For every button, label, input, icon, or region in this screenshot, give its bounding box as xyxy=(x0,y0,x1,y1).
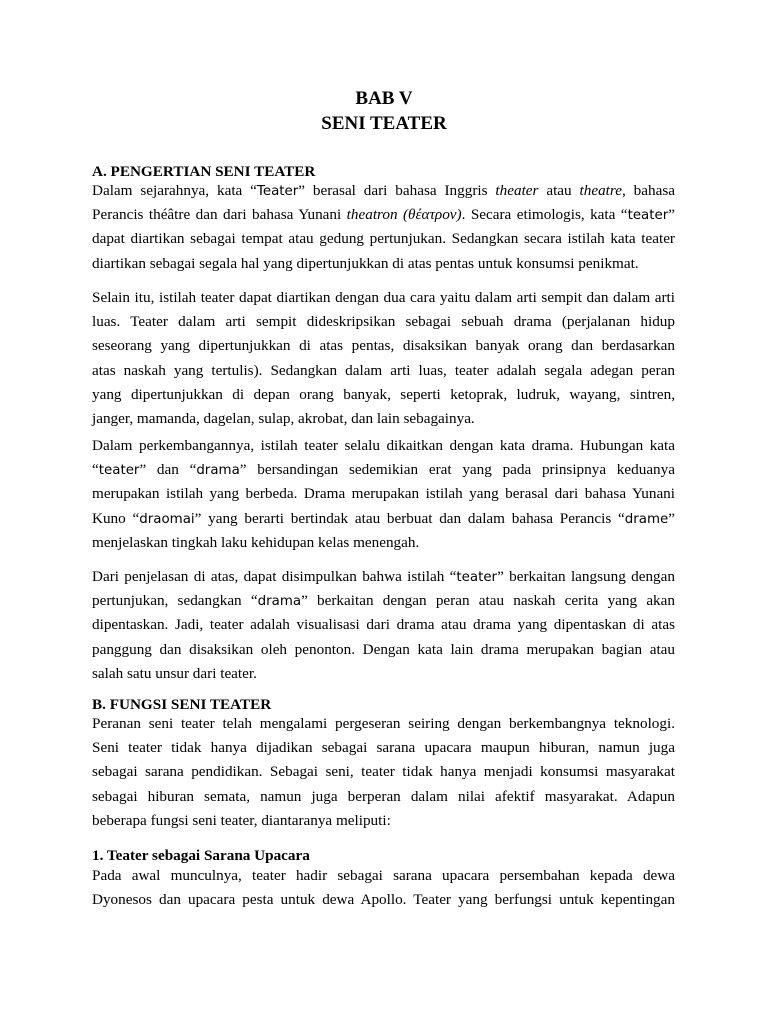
text-line: Dyonesos dan upacara pesta untuk dewa Apollo. Teater yang berfungsi untuk kepentingan xyxy=(92,891,675,909)
subsection-1-heading: 1. Teater sebagai Sarana Upacara xyxy=(92,847,310,864)
chapter-title: SENI TEATER xyxy=(321,113,447,134)
text-line: janger, mamanda, dagelan, sulap, akrobat, dan lain sebagainya. xyxy=(92,409,475,427)
subsection-1-paragraph-1 xyxy=(92,864,675,912)
text-line: atas naskah yang tertulis). Sedangkan dalam arti luas, teater adalah segala adegan peran xyxy=(92,361,675,379)
text-line: Pada awal munculnya, teater hadir sebagai sarana upacara persembahan kepada dewa xyxy=(92,867,675,884)
chapter-number: BAB V xyxy=(355,88,413,109)
text-line: merupakan istilah yang berbeda. Drama merupakan istilah yang berasal dari bahasa Yunani xyxy=(92,485,675,503)
text-line: Selain itu, istilah teater dapat diartikan dengan dua cara yaitu dalam arti sempit dan dalam arti xyxy=(92,289,675,306)
text-line: “teater” dan “drama” bersandingan sedemikian erat yang pada prinsipnya keduanya xyxy=(92,461,675,479)
section-a-paragraph-4 xyxy=(92,565,675,686)
text-line: menjelaskan tingkah laku kehidupan kelas menengah. xyxy=(92,533,420,551)
text-line: dapat diartikan sebagai tempat atau gedung pertunjukan. Sedangkan secara istilah kata teater xyxy=(92,230,675,248)
text-line: Dalam sejarahnya, kata “Teater” berasal dari bahasa Inggris theater atau theatre, bahasa xyxy=(92,182,676,199)
section-a-paragraph-3 xyxy=(92,434,675,555)
text-line: Perancis théâtre dan dari bahasa Yunani theatron (θέατρον). Secara etimologis, kata “teater” xyxy=(92,206,676,224)
text-line: Kuno “draomai” yang berarti bertindak atau berbuat dan dalam bahasa Perancis “drame” xyxy=(92,509,675,527)
text-line: beberapa fungsi seni teater, diantaranya meliputi: xyxy=(92,811,391,829)
text-line: Dari penjelasan di atas, dapat disimpulkan bahwa istilah “teater” berkaitan langsung dengan xyxy=(92,568,675,585)
text-line: luas. Teater dalam arti sempit dideskripsikan sebagai sebuah drama (perjalanan hidup xyxy=(92,313,675,331)
text-line: yang dipertunjukkan di depan orang banyak, seperti ketoprak, ludruk, wayang, sintren, xyxy=(92,385,675,403)
section-a-paragraph-2 xyxy=(92,286,675,431)
text-line: seseorang yang dipertunjukkan di atas pentas, disaksikan banyak orang dan berdasarkan xyxy=(92,337,675,355)
text-line: sebagai sarana pendidikan. Sebagai seni, teater tidak hanya menjadi konsumsi masyarakat xyxy=(92,763,675,781)
text-line: Seni teater tidak hanya dijadikan sebagai sarana upacara maupun hiburan, namun juga xyxy=(92,739,675,757)
section-b-paragraph-1 xyxy=(92,712,675,833)
text-line: pertunjukan, sedangkan “drama” berkaitan dengan peran atau naskah cerita yang akan xyxy=(92,592,675,610)
section-a-heading: A. PENGERTIAN SENI TEATER xyxy=(92,163,316,180)
text-line: dipentaskan. Jadi, teater adalah visualisasi dari drama atau drama yang dipentaskan di atas xyxy=(92,616,675,634)
text-line: Dalam perkembangannya, istilah teater selalu dikaitkan dengan kata drama. Hubungan kata xyxy=(92,437,675,454)
section-a-paragraph-1 xyxy=(92,179,675,276)
text-line: panggung dan disaksikan oleh penonton. Dengan kata lain drama merupakan bagian atau xyxy=(92,640,675,658)
text-line: Peranan seni teater telah mengalami pergeseran seiring dengan berkembangnya teknologi. xyxy=(92,715,675,732)
text-line: diartikan sebagai segala hal yang dipertunjukkan di atas pentas untuk konsumsi penikmat. xyxy=(92,254,639,272)
section-b-heading: B. FUNGSI SENI TEATER xyxy=(92,696,272,713)
text-line: sebagai hiburan semata, namun juga berperan dalam nilai afektif masyarakat. Adapun xyxy=(92,787,675,805)
text-line: salah satu unsur dari teater. xyxy=(92,664,257,682)
